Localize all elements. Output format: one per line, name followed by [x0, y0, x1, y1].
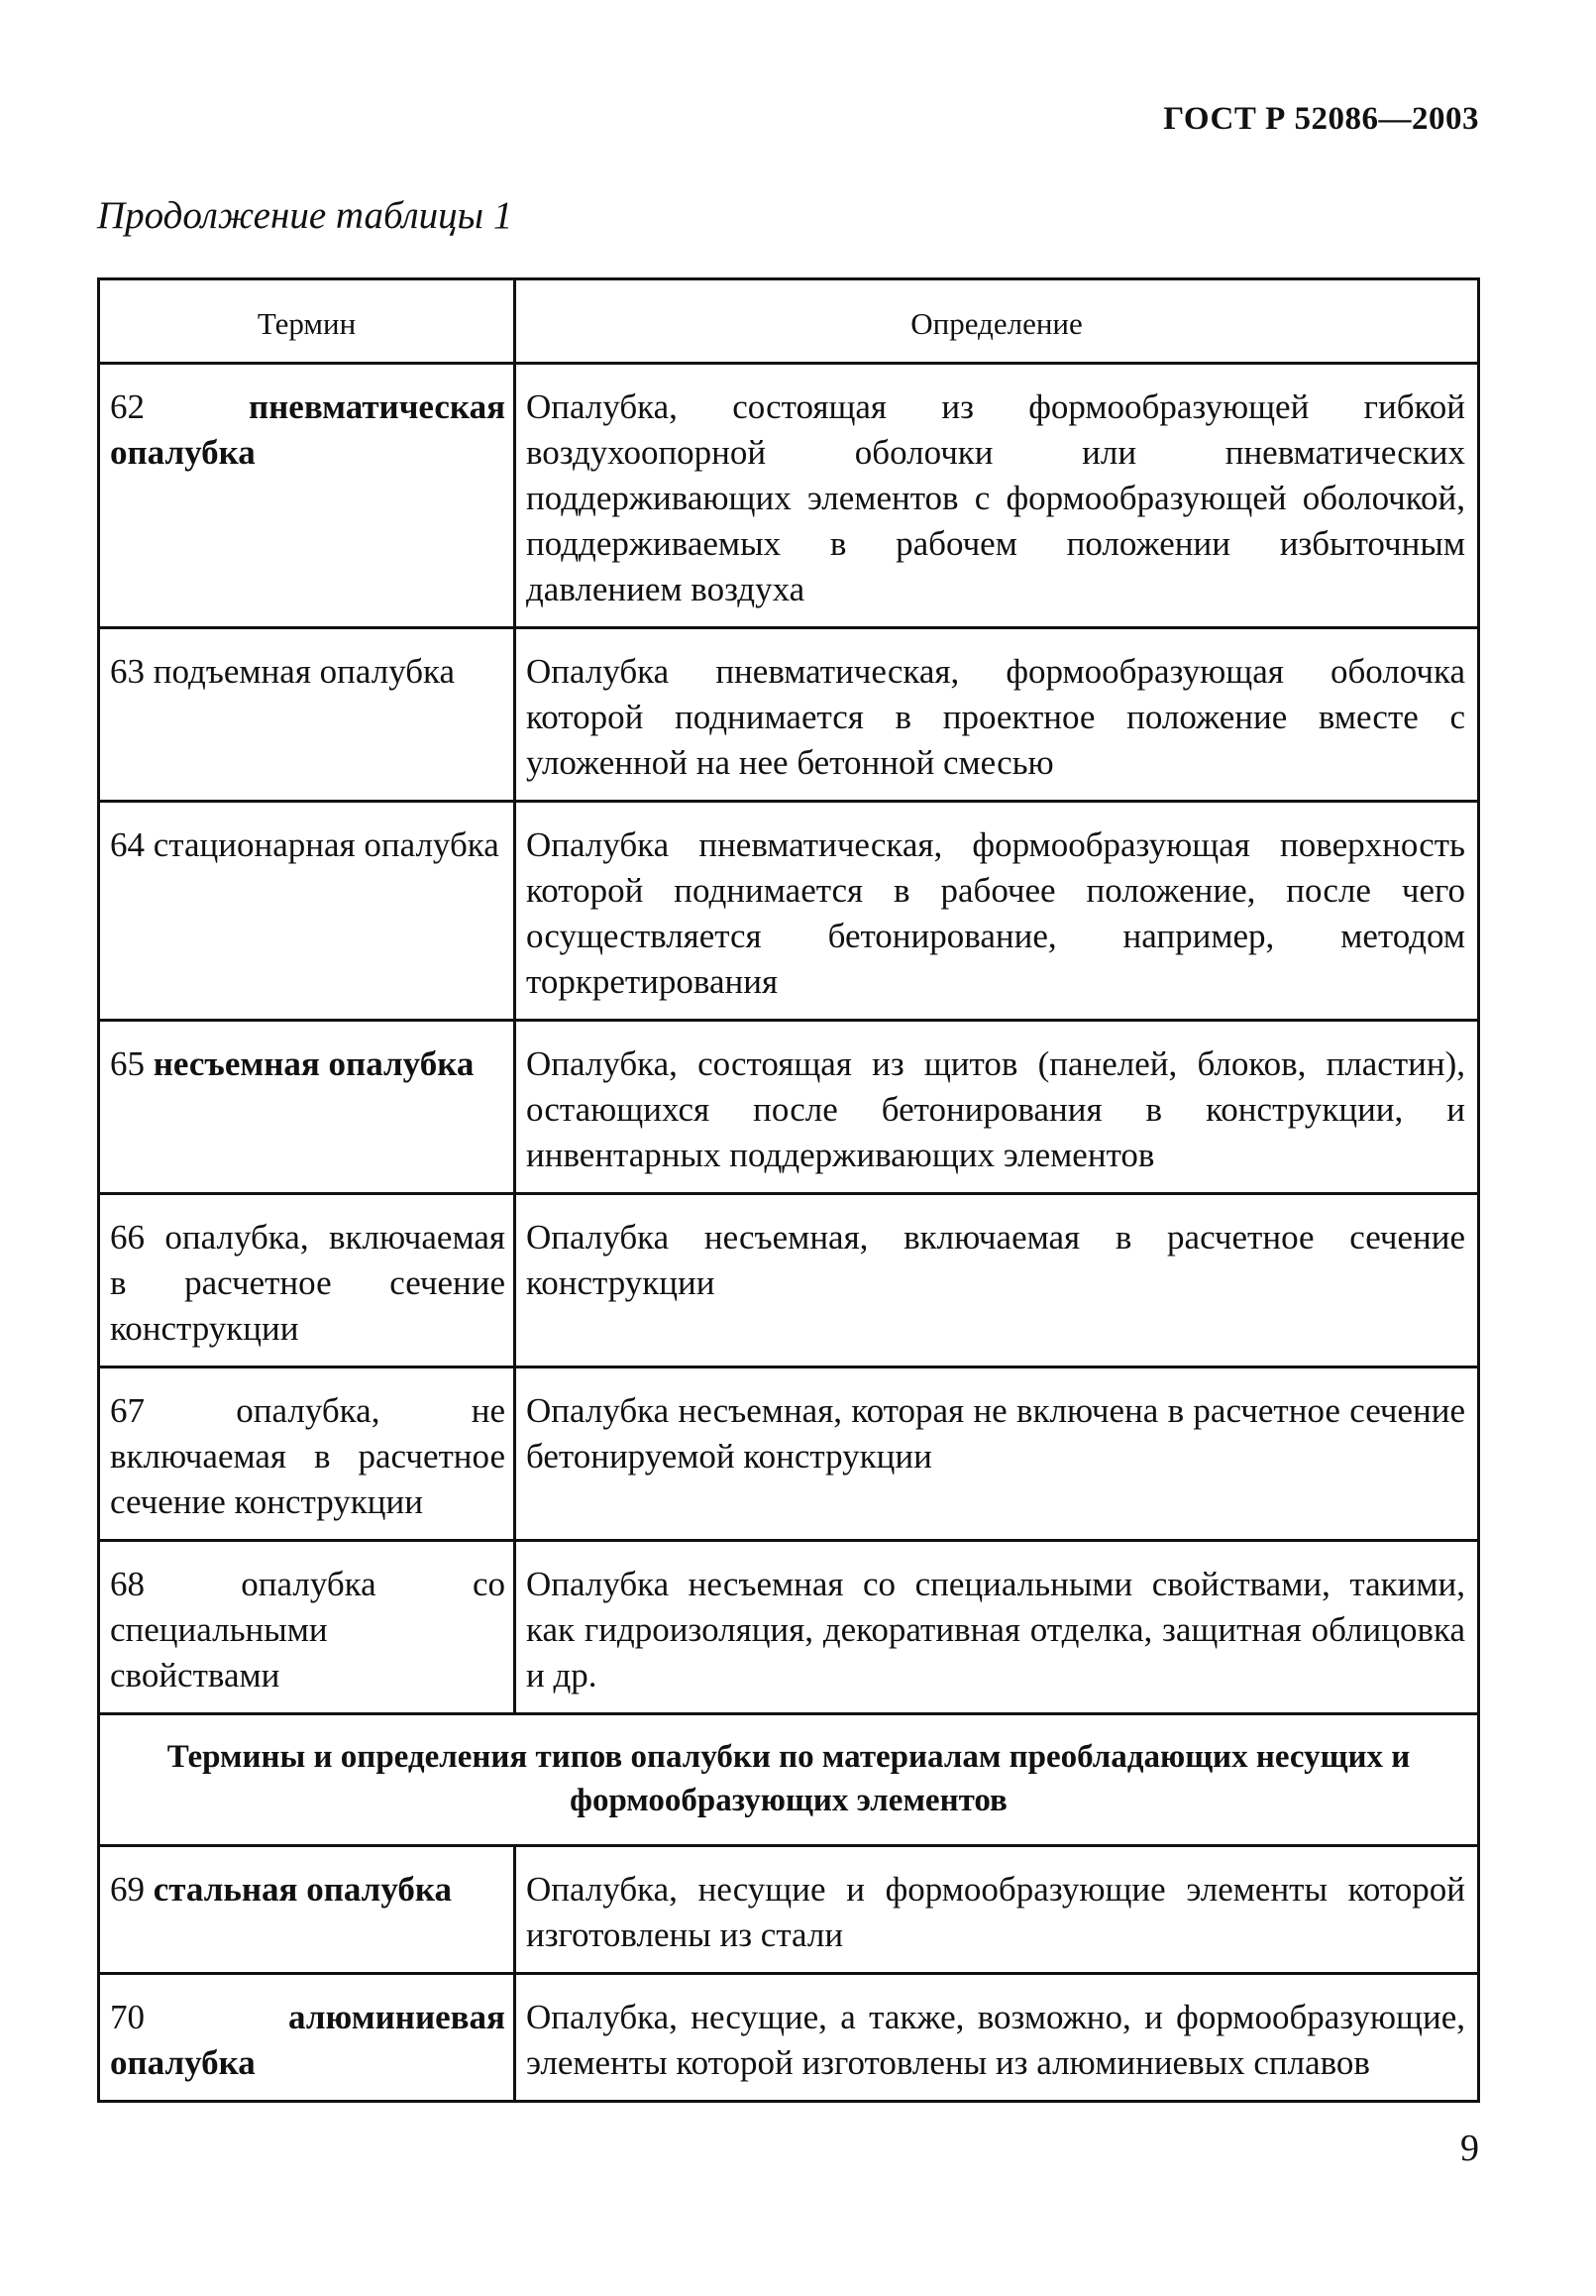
term-text: опалубка со специальными свойствами: [110, 1565, 505, 1695]
definition-cell: Опалубка несъемная, включаемая в расчетное сечение конструкции: [515, 1194, 1479, 1367]
definition-cell: Опалубка, состоящая из формообразующей гибкой воздухоопорной оболочки или пневматических поддерживающих элементов с формообразующей оболочкой, поддерживаемых в рабочем положении избыточным давлением воздуха: [515, 364, 1479, 628]
term-text: несъемная опалубка: [153, 1044, 475, 1083]
term-number: 65: [110, 1044, 145, 1083]
column-header-definition: Определение: [515, 279, 1479, 364]
table-row: [99, 1541, 1479, 1714]
term-number: 70: [110, 1998, 145, 2036]
terms-table: [97, 277, 1480, 2103]
term-cell: [99, 1021, 515, 1194]
term-number: 67: [110, 1391, 145, 1430]
term-number: 63: [110, 652, 145, 691]
term-number: 68: [110, 1565, 145, 1603]
table-row: [99, 1974, 1479, 2102]
definition-cell: Опалубка, несущие, а также, возможно, и формообразующие, элементы которой изготовлены из алюминиевых сплавов: [515, 1974, 1479, 2102]
table-row: [99, 1846, 1479, 1974]
term-cell: [99, 1541, 515, 1714]
term-cell: [99, 1846, 515, 1974]
term-cell: [99, 1194, 515, 1367]
term-text: стальная опалубка: [153, 1870, 452, 1909]
term-cell: [99, 628, 515, 802]
term-text: пневматическая опалубка: [110, 387, 505, 472]
term-number: 69: [110, 1870, 145, 1909]
table-row: [99, 1367, 1479, 1541]
table-header-row: [99, 279, 1479, 364]
term-cell: [99, 1367, 515, 1541]
table-row: [99, 1194, 1479, 1367]
term-text: опалубка, не включаемая в расчетное сечение конструкции: [110, 1391, 505, 1521]
term-cell: [99, 364, 515, 628]
term-cell: [99, 1974, 515, 2102]
table-row: [99, 1021, 1479, 1194]
definition-cell: Опалубка пневматическая, формообразующая поверхность которой поднимается в рабочее положение, после чего осуществляется бетонирование, например, методом торкретирования: [515, 802, 1479, 1021]
term-text: опалубка, включаемая в расчетное сечение конструкции: [110, 1218, 506, 1348]
table-row: [99, 802, 1479, 1021]
term-number: 62: [110, 387, 145, 426]
definition-cell: Опалубка, состоящая из щитов (панелей, блоков, пластин), остающихся после бетонирования в конструкции, и инвентарных поддерживающих элементов: [515, 1021, 1479, 1194]
term-text: алюминиевая опалубка: [110, 1998, 505, 2082]
table-row: [99, 364, 1479, 628]
table-row: [99, 628, 1479, 802]
page-number: 9: [1460, 2128, 1479, 2169]
table-caption: Продолжение таблицы 1: [97, 194, 513, 237]
term-number: 66: [110, 1218, 145, 1257]
definition-cell: Опалубка пневматическая, формообразующая оболочка которой поднимается в проектное положение вместе с уложенной на нее бетонной смесью: [515, 628, 1479, 802]
column-header-term: Термин: [99, 279, 515, 364]
definition-cell: Опалубка несъемная, которая не включена в расчетное сечение бетонируемой конструкции: [515, 1367, 1479, 1541]
term-cell: [99, 802, 515, 1021]
definition-cell: Опалубка, несущие и формообразующие элементы которой изготовлены из стали: [515, 1846, 1479, 1974]
term-text: подъемная опалубка: [153, 652, 456, 691]
section-heading-row: [99, 1714, 1479, 1846]
document-code: ГОСТ Р 52086—2003: [1163, 101, 1479, 137]
term-number: 64: [110, 825, 145, 864]
definition-cell: Опалубка несъемная со специальными свойствами, такими, как гидроизоляция, декоративная отделка, защитная облицовка и др.: [515, 1541, 1479, 1714]
section-heading: Термины и определения типов опалубки по материалам преобладающих несущих и формообразующих элементов: [99, 1714, 1479, 1846]
term-text: стационарная опалубка: [153, 825, 499, 864]
